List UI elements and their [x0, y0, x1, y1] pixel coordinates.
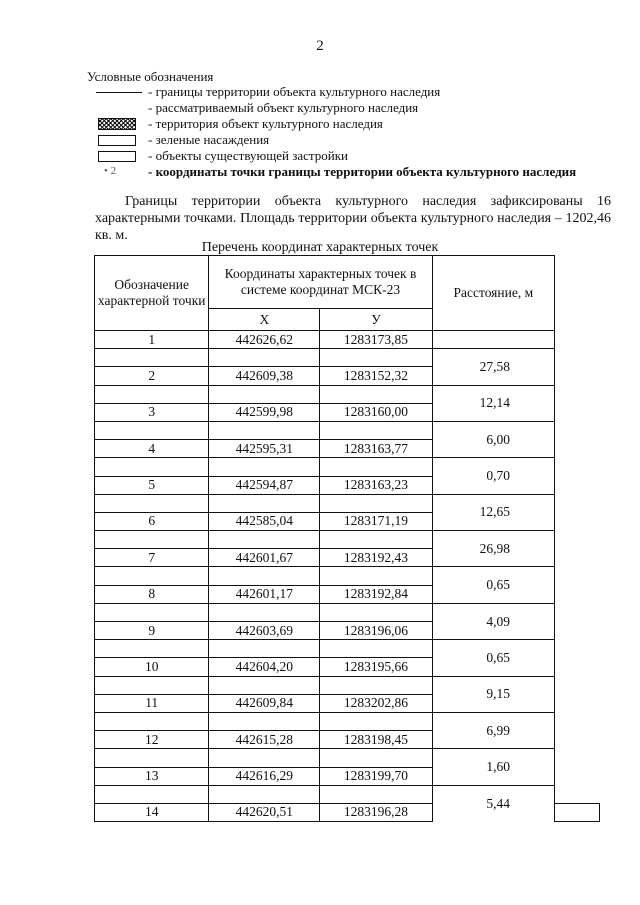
y-coordinate-cell: 1283192,43 [320, 549, 432, 567]
distance-cell-empty [432, 331, 554, 349]
spacer-cell [320, 785, 432, 803]
x-coordinate-cell: 442604,20 [209, 658, 320, 676]
table-row-spacer [95, 749, 600, 767]
x-coordinate-cell: 442609,38 [209, 367, 320, 385]
box-icon [94, 149, 146, 163]
y-coordinate-cell: 1283171,19 [320, 512, 432, 530]
table-row-spacer [95, 676, 600, 694]
spacer-cell [95, 349, 209, 367]
distance-cell: 4,09 [432, 603, 554, 639]
x-coordinate-cell: 442601,17 [209, 585, 320, 603]
coordinates-table [94, 255, 600, 822]
spacer-cell [95, 676, 209, 694]
spacer-cell [209, 458, 320, 476]
spacer-cell [95, 421, 209, 439]
spacer-cell [320, 603, 432, 621]
spacer-cell [320, 494, 432, 512]
spacer-cell [320, 385, 432, 403]
spacer-cell [320, 421, 432, 439]
distance-cell: 12,65 [432, 494, 554, 530]
x-coordinate-cell: 442595,31 [209, 440, 320, 458]
distance-cell: 0,70 [432, 458, 554, 494]
table-row-spacer [95, 567, 600, 585]
x-coordinate-cell: 442626,62 [209, 331, 320, 349]
spacer-cell [95, 785, 209, 803]
point-glyph: • 2 [104, 165, 117, 177]
y-coordinate-cell: 1283192,84 [320, 585, 432, 603]
spacer-cell [320, 458, 432, 476]
point-number-cell: 11 [95, 694, 209, 712]
point-icon [94, 165, 146, 179]
x-coordinate-cell: 442601,67 [209, 549, 320, 567]
distance-cell: 26,98 [432, 531, 554, 567]
table-row-spacer [95, 603, 600, 621]
table-row [95, 331, 600, 349]
spacer-cell [95, 458, 209, 476]
header-x: X [209, 309, 320, 331]
header-y: У [320, 309, 432, 331]
table-row-spacer [95, 385, 600, 403]
spacer-cell [320, 349, 432, 367]
legend-text: - координаты точки границы территории объекта культурного наследия [148, 164, 577, 179]
point-number-cell: 6 [95, 512, 209, 530]
spacer-cell [209, 531, 320, 549]
x-coordinate-cell: 442585,04 [209, 512, 320, 530]
spacer-cell [95, 603, 209, 621]
x-coordinate-cell: 442609,84 [209, 694, 320, 712]
distance-cell: 6,99 [432, 712, 554, 748]
distance-cell: 12,14 [432, 385, 554, 421]
header-designation: Обозначение характерной точки [95, 256, 209, 331]
legend-item [94, 116, 614, 132]
spacer-cell [95, 640, 209, 658]
table-row-spacer [95, 349, 600, 367]
spacer-cell [209, 567, 320, 585]
spacer-cell [209, 385, 320, 403]
point-number-cell: 3 [95, 403, 209, 421]
point-number-cell: 7 [95, 549, 209, 567]
legend-item [94, 132, 614, 148]
legend-text: - территория объект культурного наследия [148, 116, 383, 131]
table-row-spacer [95, 785, 600, 803]
box-icon [94, 133, 146, 147]
legend [94, 84, 614, 180]
point-number-cell: 14 [95, 803, 209, 821]
blank-symbol [94, 101, 146, 115]
distance-cell: 5,44 [432, 785, 554, 821]
legend-text: - объекты существующей застройки [148, 148, 348, 163]
point-number-cell: 10 [95, 658, 209, 676]
distance-cell: 9,15 [432, 676, 554, 712]
page-number: 2 [316, 38, 324, 54]
point-number-cell: 1 [95, 331, 209, 349]
spacer-cell [95, 749, 209, 767]
y-coordinate-cell: 1283152,32 [320, 367, 432, 385]
spacer-cell [209, 712, 320, 730]
spacer-cell [209, 749, 320, 767]
spacer-cell [209, 494, 320, 512]
y-coordinate-cell: 1283163,77 [320, 440, 432, 458]
y-coordinate-cell: 1283195,66 [320, 658, 432, 676]
spacer-cell [320, 531, 432, 549]
spacer-cell [95, 494, 209, 512]
x-coordinate-cell: 442603,69 [209, 622, 320, 640]
x-coordinate-cell: 442616,29 [209, 767, 320, 785]
y-coordinate-cell: 1283196,28 [320, 803, 432, 821]
spacer-cell [209, 421, 320, 439]
table-row-spacer [95, 494, 600, 512]
distance-cell: 0,65 [432, 567, 554, 603]
table-row-spacer [95, 421, 600, 439]
distance-cell: 1,60 [432, 749, 554, 785]
distance-cell: 0,65 [432, 640, 554, 676]
spacer-cell [95, 531, 209, 549]
legend-text: - границы территории объекта культурного наследия [148, 84, 441, 99]
spacer-cell [209, 603, 320, 621]
y-coordinate-cell: 1283163,23 [320, 476, 432, 494]
line-icon [94, 85, 146, 99]
table-row-spacer [95, 458, 600, 476]
point-number-cell: 9 [95, 622, 209, 640]
x-coordinate-cell: 442594,87 [209, 476, 320, 494]
y-coordinate-cell: 1283202,86 [320, 694, 432, 712]
table-row-spacer [95, 712, 600, 730]
point-number-cell: 8 [95, 585, 209, 603]
legend-text: - рассматриваемый объект культурного наследия [148, 100, 419, 115]
spacer-cell [95, 567, 209, 585]
y-coordinate-cell: 1283198,45 [320, 731, 432, 749]
distance-cell: 27,58 [432, 349, 554, 385]
legend-item [94, 164, 614, 180]
spacer-cell [209, 640, 320, 658]
legend-item [94, 148, 614, 164]
spacer-cell [209, 349, 320, 367]
legend-title: Условные обозначения [87, 69, 214, 84]
spacer-cell [320, 640, 432, 658]
x-coordinate-cell: 442620,51 [209, 803, 320, 821]
point-number-cell: 13 [95, 767, 209, 785]
point-number-cell: 4 [95, 440, 209, 458]
legend-item [94, 84, 614, 100]
y-coordinate-cell: 1283173,85 [320, 331, 432, 349]
table-title: Перечень координат характерных точек [201, 240, 439, 255]
spacer-cell [320, 749, 432, 767]
point-number-cell: 12 [95, 731, 209, 749]
legend-item [94, 100, 614, 116]
spacer-cell [320, 712, 432, 730]
spacer-cell [209, 785, 320, 803]
spacer-cell [95, 385, 209, 403]
y-coordinate-cell: 1283199,70 [320, 767, 432, 785]
table-body [95, 331, 600, 822]
point-number-cell: 5 [95, 476, 209, 494]
distance-cell: 6,00 [432, 421, 554, 457]
distance-cell-empty [555, 803, 600, 821]
x-coordinate-cell: 442599,98 [209, 403, 320, 421]
x-coordinate-cell: 442615,28 [209, 731, 320, 749]
crosshatch-icon [94, 117, 146, 131]
table-row-spacer [95, 640, 600, 658]
table-row-spacer [95, 531, 600, 549]
header-distance: Расстояние, м [432, 256, 554, 331]
spacer-cell [95, 712, 209, 730]
description-paragraph: Границы территории объекта культурного наследия зафиксированы 16 характерными точками. Площадь территории объекта культурного наследия – 1202,46 кв. м. [95, 194, 611, 243]
y-coordinate-cell: 1283196,06 [320, 622, 432, 640]
y-coordinate-cell: 1283160,00 [320, 403, 432, 421]
spacer-cell [320, 676, 432, 694]
point-number-cell: 2 [95, 367, 209, 385]
header-coordinates: Координаты характерных точек в системе координат МСК-23 [209, 256, 432, 309]
legend-text: - зеленые насаждения [148, 132, 270, 147]
spacer-cell [320, 567, 432, 585]
spacer-cell [209, 676, 320, 694]
